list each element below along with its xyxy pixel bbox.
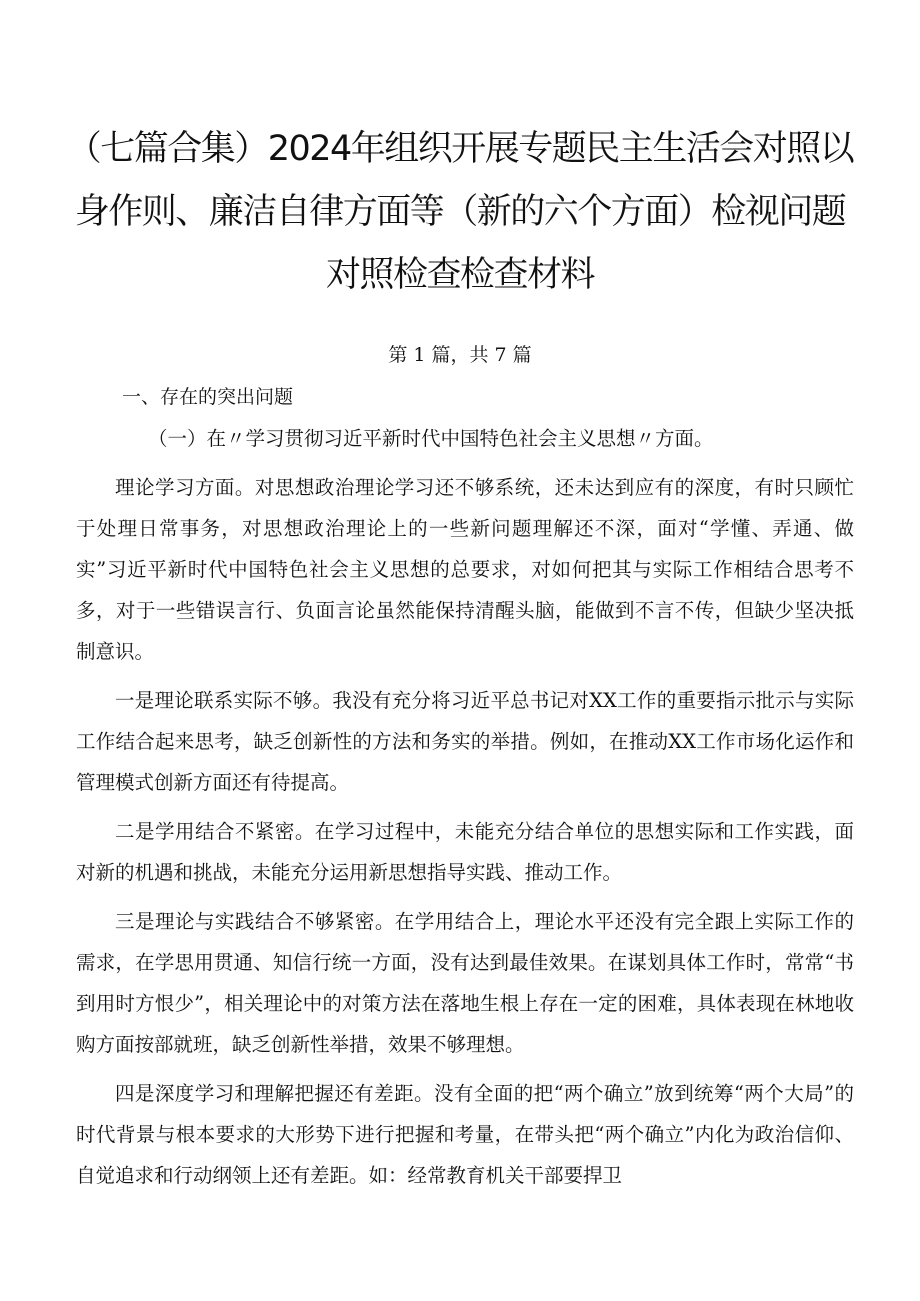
body-paragraph: 四是深度学习和理解把握还有差距。没有全面的把“两个确立”放到统筹“两个大局”的时代背景与根本要求的大形势下进行把握和考量，在带头把“两个确立”内化为政治信仰、自觉追求和行动纲领上还有差距。如：经常教育机关干部要捍卫 — [76, 1082, 854, 1187]
body-paragraph: 理论学习方面。对思想政治理论学习还不够系统，还未达到应有的深度，有时只顾忙于处理日常事务，对思想政治理论上的一些新问题理解还不深，面对“学懂、弄通、做实”习近平新时代中国特色社会主义思想的总要求，对如何把其与实际工作相结合思考不多，对于一些错误言行、负面言论虽然能保持清醒头脑，能做到不言不传，但缺少坚决抵制意识。 — [76, 476, 854, 663]
document-body — [76, 418, 854, 1204]
document-title: （七篇合集）2024年组织开展专题民主生活会对照以身作则、廉洁自律方面等（新的六个方面）检视问题对照检查检查材料 — [66, 129, 854, 295]
section-heading: 一、存在的突出问题 — [122, 386, 294, 408]
body-paragraph: 三是理论与实践结合不够紧密。在学用结合上，理论水平还没有完全跟上实际工作的需求，在学思用贯通、知信行统一方面，没有达到最佳效果。在谋划具体工作时，常常“书到用时方恨少”，相关理论中的对策方法在落地生根上存在一定的困难，具体表现在林地收购方面按部就班，缺乏创新性举措，效果不够理想。 — [76, 910, 854, 1056]
body-paragraph: 二是学用结合不紧密。在学习过程中，未能充分结合单位的思想实际和工作实践，面对新的机遇和挑战，未能充分运用新思想指导实践、推动工作。 — [76, 820, 854, 884]
document-subtitle: 第 1 篇，共 7 篇 — [388, 344, 532, 366]
body-paragraph: 一是理论联系实际不够。我没有充分将习近平总书记对XX工作的重要指示批示与实际工作结合起来思考，缺乏创新性的方法和务实的举措。例如，在推动XX工作市场化运作和管理模式创新方面还有待提高。 — [76, 689, 854, 794]
subsection-heading: （一）在〃学习贯彻习近平新时代中国特色社会主义思想〃方面。 — [148, 427, 714, 450]
